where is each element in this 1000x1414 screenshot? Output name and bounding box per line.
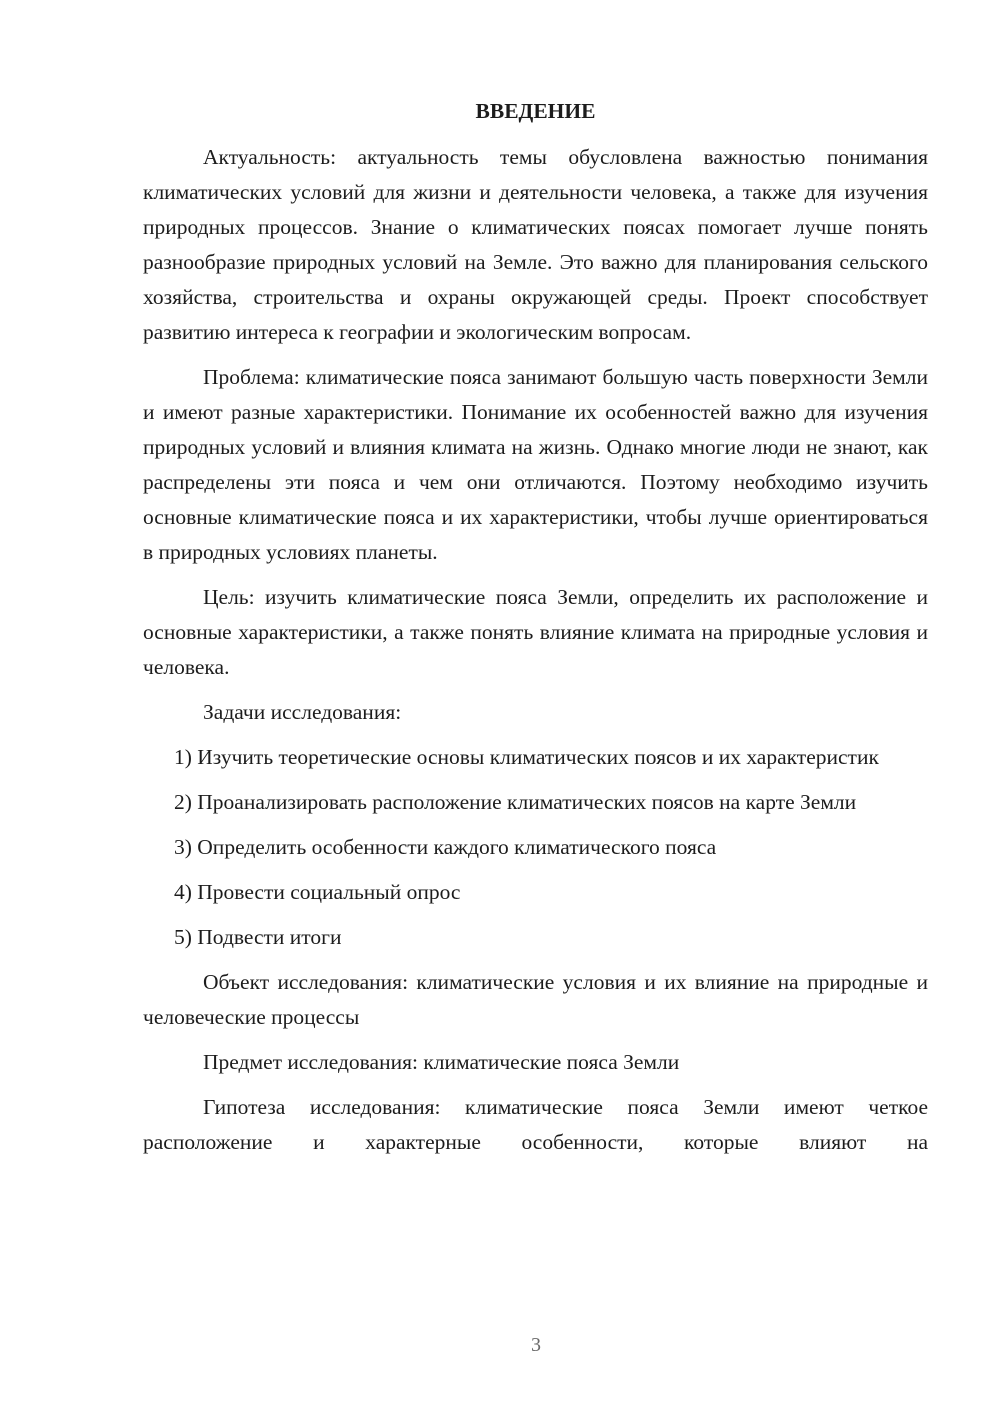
task-list-item: 1) Изучить теоретические основы климатических поясов и их характеристик — [174, 745, 879, 769]
task-list-item: 2) Проанализировать расположение климатических поясов на карте Земли — [174, 790, 857, 814]
paragraph-subject: Предмет исследования: климатические пояса Земли — [203, 1050, 680, 1074]
paragraph-relevance: Актуальность: актуальность темы обусловлена важностью понимания климатических условий для жизни и деятельности человека, а также для изучения природных процессов. Знание о климатических поясах помогает лучше понять разнообразие природных условий на Земле. Это важно для планирования сельского хозяйства, строительства и охраны окружающей среды. Проект способствует развитию интереса к географии и экологическим вопросам. — [143, 145, 928, 344]
task-list-item: 4) Провести социальный опрос — [174, 880, 461, 904]
paragraph-tasks-heading: Задачи исследования: — [203, 700, 402, 724]
paragraph-problem: Проблема: климатические пояса занимают большую часть поверхности Земли и имеют разные характеристики. Понимание их особенностей важно для изучения природных условий и влияния климата на жизнь. Однако многие люди не знают, как распределены эти пояса и чем они отличаются. Поэтому необходимо изучить основные климатические пояса и их характеристики, чтобы лучше ориентироваться в природных условиях планеты. — [143, 365, 928, 564]
paragraph-hypothesis: Гипотеза исследования: климатические пояса Земли имеют четкое расположение и характерные особенности, которые влияют на — [143, 1095, 928, 1154]
task-list-item: 5) Подвести итоги — [174, 925, 342, 949]
paragraph-goal: Цель: изучить климатические пояса Земли, определить их расположение и основные характеристики, а также понять влияние климата на природные условия и человека. — [143, 585, 928, 679]
paragraph-object: Объект исследования: климатические условия и их влияние на природные и человеческие процессы — [143, 970, 928, 1029]
task-list-item: 3) Определить особенности каждого климатического пояса — [174, 835, 717, 859]
section-title: ВВЕДЕНИЕ — [475, 99, 596, 123]
page-content — [143, 96, 928, 1170]
page-number: 3 — [531, 1334, 541, 1356]
